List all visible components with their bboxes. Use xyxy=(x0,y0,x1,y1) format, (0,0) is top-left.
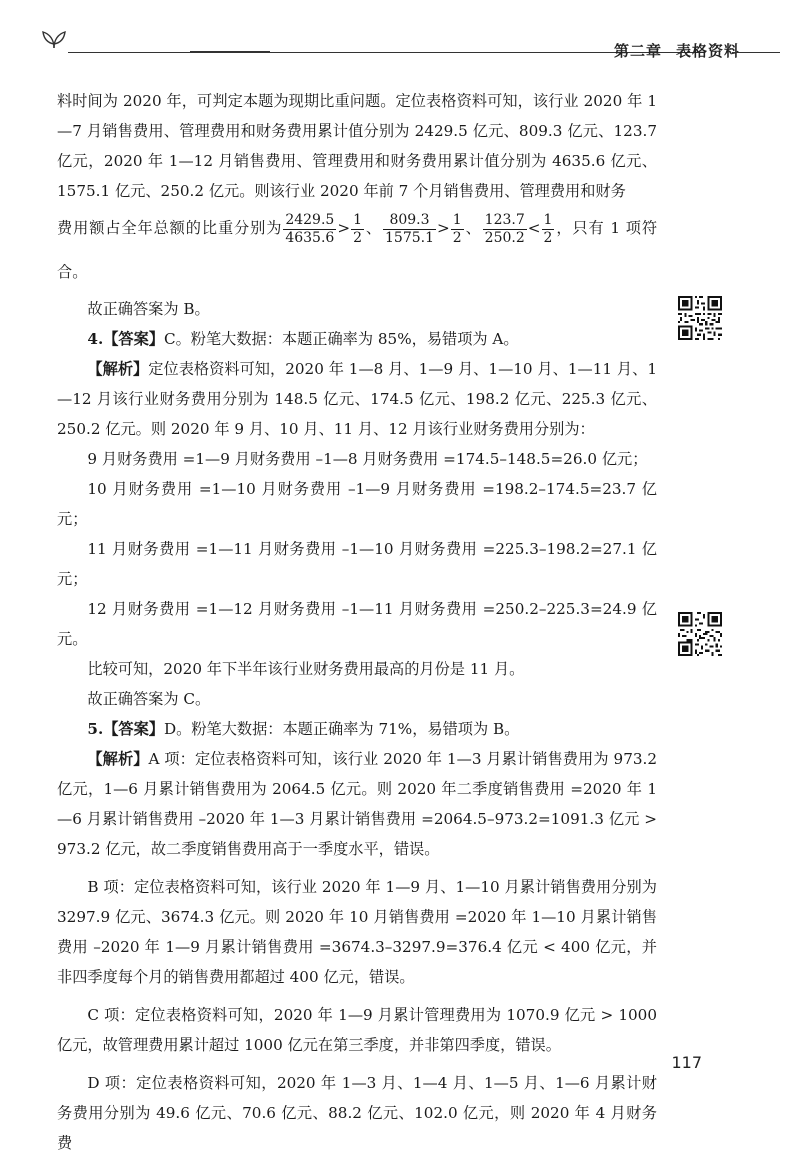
answer-label: 4.【答案】 xyxy=(87,330,164,348)
q4-calc-line: 10 月财务费用 =1—10 月财务费用 –1—9 月财务费用 =198.2–174.5=23.7 亿元； xyxy=(57,480,657,528)
q4-conclusion: 比较可知，2020 年下半年该行业财务费用最高的月份是 11 月。 xyxy=(87,660,525,678)
header-rule xyxy=(68,52,705,53)
q5-answer: 5.【答案】D。粉笔大数据：本题正确率为 71%，易错项为 B。 xyxy=(87,720,520,738)
chapter-heading xyxy=(614,40,740,61)
analysis-label: 【解析】 xyxy=(87,360,149,378)
chapter-title: 表格资料 xyxy=(675,42,740,60)
q4-final-answer: 故正确答案为 C。 xyxy=(87,690,211,708)
page-header xyxy=(0,0,800,60)
answer-statement: 故正确答案为 B。 xyxy=(87,300,210,318)
answer-label: 5.【答案】 xyxy=(87,720,164,738)
q4-calc-line: 12 月财务费用 =1—12 月财务费用 –1—11 月财务费用 =250.2–225.3=24.9 亿元。 xyxy=(57,600,657,648)
q5-option-c: C 项：定位表格资料可知，2020 年 1—9 月累计管理费用为 1070.9 亿元 > 1000 亿元，故管理费用累计超过 1000 亿元在第三季度，并非第四季度，错误。 xyxy=(57,1006,657,1054)
qr-code-icon[interactable] xyxy=(678,612,722,656)
qr-code-icon[interactable] xyxy=(678,296,722,340)
analysis-label: 【解析】 xyxy=(87,750,149,768)
q5-option-b: B 项：定位表格资料可知，该行业 2020 年 1—9 月、1—10 月累计销售费用分别为 3297.9 亿元、3674.3 亿元。则 2020 年 10 月销售费用 =2020 年 1—10 月累计销售费用 –2020 年 1—9 月累计销售费用 =3674.3–3297.9=376.4 亿元 < 400 亿元，并非四季度每个月的销售费用都超过 400 亿元，错误。 xyxy=(57,878,657,986)
fraction: $\frac{2429.5}{4635.6}$ xyxy=(285,211,335,246)
q4-calc-line: 11 月财务费用 =1—11 月财务费用 –1—10 月财务费用 =225.3–198.2=27.1 亿元； xyxy=(57,540,657,588)
q5-option-d: D 项：定位表格资料可知，2020 年 1—3 月、1—4 月、1—5 月、1—6 月累计财务费用分别为 49.6 亿元、70.6 亿元、88.2 亿元、102.0 亿元，则 2020 年 4 月财务费 xyxy=(57,1074,657,1152)
chapter-number: 第二章 xyxy=(613,42,662,60)
page-number: 117 xyxy=(671,1053,702,1072)
leaf-icon xyxy=(40,26,68,50)
fraction: $\frac{809.3}{1575.1}$ xyxy=(385,211,434,246)
fraction-half: $\frac{1}{2}$ xyxy=(452,211,462,246)
q4-analysis: 【解析】定位表格资料可知，2020 年 1—8 月、1—9 月、1—10 月、1—11 月、1—12 月该行业财务费用分别为 148.5 亿元、174.5 亿元、198.2 亿元、225.3 亿元、250.2 亿元。则 2020 年 9 月、10 月、11 月、12 月该行业财务费用分别为： xyxy=(57,360,657,438)
q4-calc-line: 9 月财务费用 =1—9 月财务费用 –1—8 月财务费用 =174.5–148.5=26.0 亿元； xyxy=(87,450,648,468)
paragraph-context: 料时间为 2020 年，可判定本题为现期比重问题。定位表格资料可知，该行业 2020 年 1—7 月销售费用、管理费用和财务费用累计值分别为 2429.5 亿元、809.3 亿元、123.7 亿元，2020 年 1—12 月销售费用、管理费用和财务费用累计值分别为 4635.6 亿元、1575.1 亿元、250.2 亿元。则该行业 2020 年前 7 个月销售费用、管理费用和财务 xyxy=(57,92,657,200)
fraction-half: $\frac{1}{2}$ xyxy=(543,211,553,246)
q5-option-a: 【解析】A 项：定位表格资料可知，该行业 2020 年 1—3 月累计销售费用为 973.2 亿元，1—6 月累计销售费用为 2064.5 亿元。则 2020 年二季度销售费用 =2020 年 1—6 月累计销售费用 –2020 年 1—3 月累计销售费用 =2064.5–973.2=1091.3 亿元 > 973.2 亿元，故二季度销售费用高于一季度水平，错误。 xyxy=(57,750,658,858)
q4-answer: 4.【答案】C。粉笔大数据：本题正确率为 85%，易错项为 A。 xyxy=(87,330,519,348)
header-rule-accent xyxy=(190,51,270,53)
fraction: $\frac{123.7}{250.2}$ xyxy=(484,211,525,246)
header-rule-right xyxy=(732,52,780,53)
page-content xyxy=(57,86,657,1158)
fraction-half: $\frac{1}{2}$ xyxy=(353,211,362,246)
paragraph-ratio-comparison: 费用额占全年总额的比重分别为 $\frac{2429.5}{4635.6}$ > $\frac{1}{2}$ 、 $\frac{809.3}{1575.1}$ > $\frac{1}{2}$ 、 $\frac{123.7}{250.2}$ < $\frac{1}{2}$ ，只有 1 项符合。 xyxy=(57,211,658,281)
